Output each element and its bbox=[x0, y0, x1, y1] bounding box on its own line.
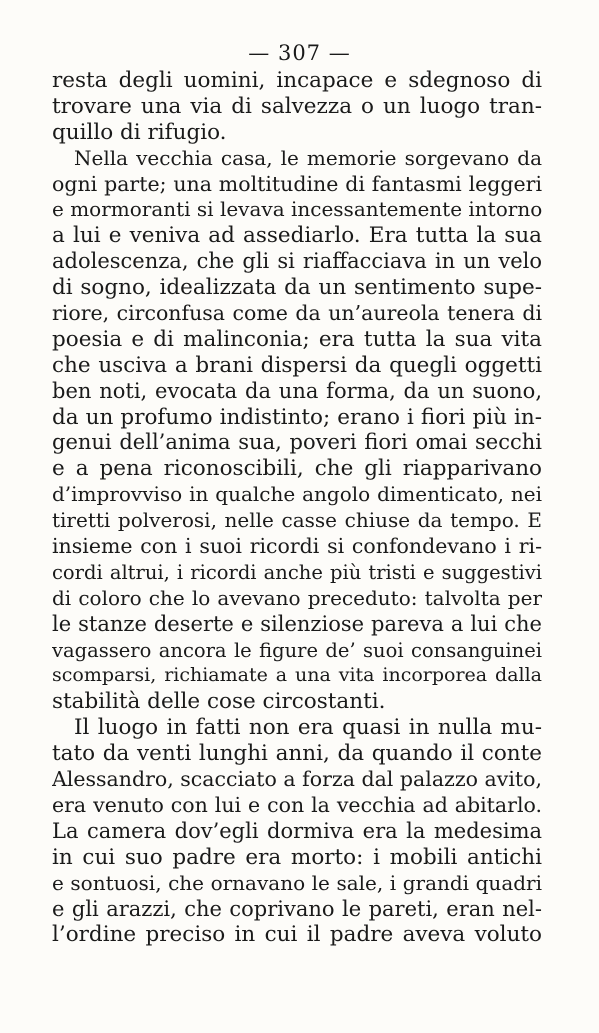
body-text bbox=[52, 68, 542, 948]
text-line: di sogno, idealizzata da un sentimento supe- bbox=[52, 275, 542, 301]
text-line: Il luogo in fatti non era quasi in nulla mu- bbox=[74, 715, 542, 741]
text-line: e a pena riconoscibili, che gli riapparivano bbox=[52, 456, 542, 482]
text-line: trovare una via di salvezza o un luogo tran- bbox=[52, 93, 542, 119]
text-line: ogni parte; una moltitudine di fantasmi leggeri bbox=[52, 171, 542, 196]
text-line: adolescenza, che gli si riaffacciava in un velo bbox=[52, 249, 542, 274]
text-line: da un profumo indistinto; erano i fiori più in- bbox=[52, 404, 542, 430]
text-line: le stanze deserte e silenziose pareva a lui che bbox=[52, 611, 542, 636]
page-number: — 307 — bbox=[248, 41, 351, 65]
text-line: che usciva a brani dispersi da quegli oggetti bbox=[52, 352, 542, 378]
text-line: Nella vecchia casa, le memorie sorgevano da bbox=[74, 145, 542, 170]
text-line: resta degli uomini, incapace e sdegnoso di bbox=[52, 68, 542, 93]
text-line: e gli arazzi, che coprivano le pareti, eran nel- bbox=[52, 896, 542, 921]
text-line: a lui e veniva ad assediarlo. Era tutta la sua bbox=[52, 223, 542, 249]
text-line: vagassero ancora le figure de’ suoi consanguinei bbox=[52, 638, 542, 662]
text-line: in cui suo padre era morto: i mobili antichi bbox=[52, 844, 542, 870]
text-line: e mormoranti si levava incessantemente intorno bbox=[52, 197, 542, 222]
text-line: insieme con i suoi ricordi si confondevano i ri- bbox=[52, 534, 542, 559]
text-line: era venuto con lui e con la vecchia ad abitarlo. bbox=[52, 792, 542, 817]
text-line: l’ordine preciso in cui il padre aveva voluto bbox=[52, 922, 542, 948]
text-line: tiretti polverosi, nelle casse chiuse da tempo. E bbox=[52, 508, 542, 533]
text-line: e sontuosi, che ornavano le sale, i grandi quadri bbox=[52, 870, 542, 895]
text-line: d’improvviso in qualche angolo dimenticato, nei bbox=[52, 482, 542, 507]
text-line: La camera dov’egli dormiva era la medesima bbox=[52, 818, 542, 843]
text-line: tato da venti lunghi anni, da quando il conte bbox=[52, 741, 542, 767]
text-line: genui dell’anima sua, poveri fiori omai secchi bbox=[52, 430, 542, 455]
text-line: di coloro che lo avevano preceduto: talvolta per bbox=[52, 585, 542, 610]
text-line: quillo di rifugio. bbox=[52, 119, 227, 145]
text-line: scomparsi, richiamate a una vita incorporea dalla bbox=[52, 664, 542, 687]
text-line: cordi altrui, i ricordi anche più tristi e suggestivi bbox=[52, 560, 542, 584]
text-line: stabilità delle cose circostanti. bbox=[52, 689, 386, 715]
text-line: Alessandro, scacciato a forza dal palazzo avito, bbox=[52, 767, 542, 792]
text-line: riore, circonfusa come da un’aureola tenera di bbox=[52, 301, 542, 326]
text-line: ben noti, evocata da una forma, da un suono, bbox=[52, 378, 542, 403]
text-line: poesia e di malinconia; era tutta la sua vita bbox=[52, 326, 542, 352]
